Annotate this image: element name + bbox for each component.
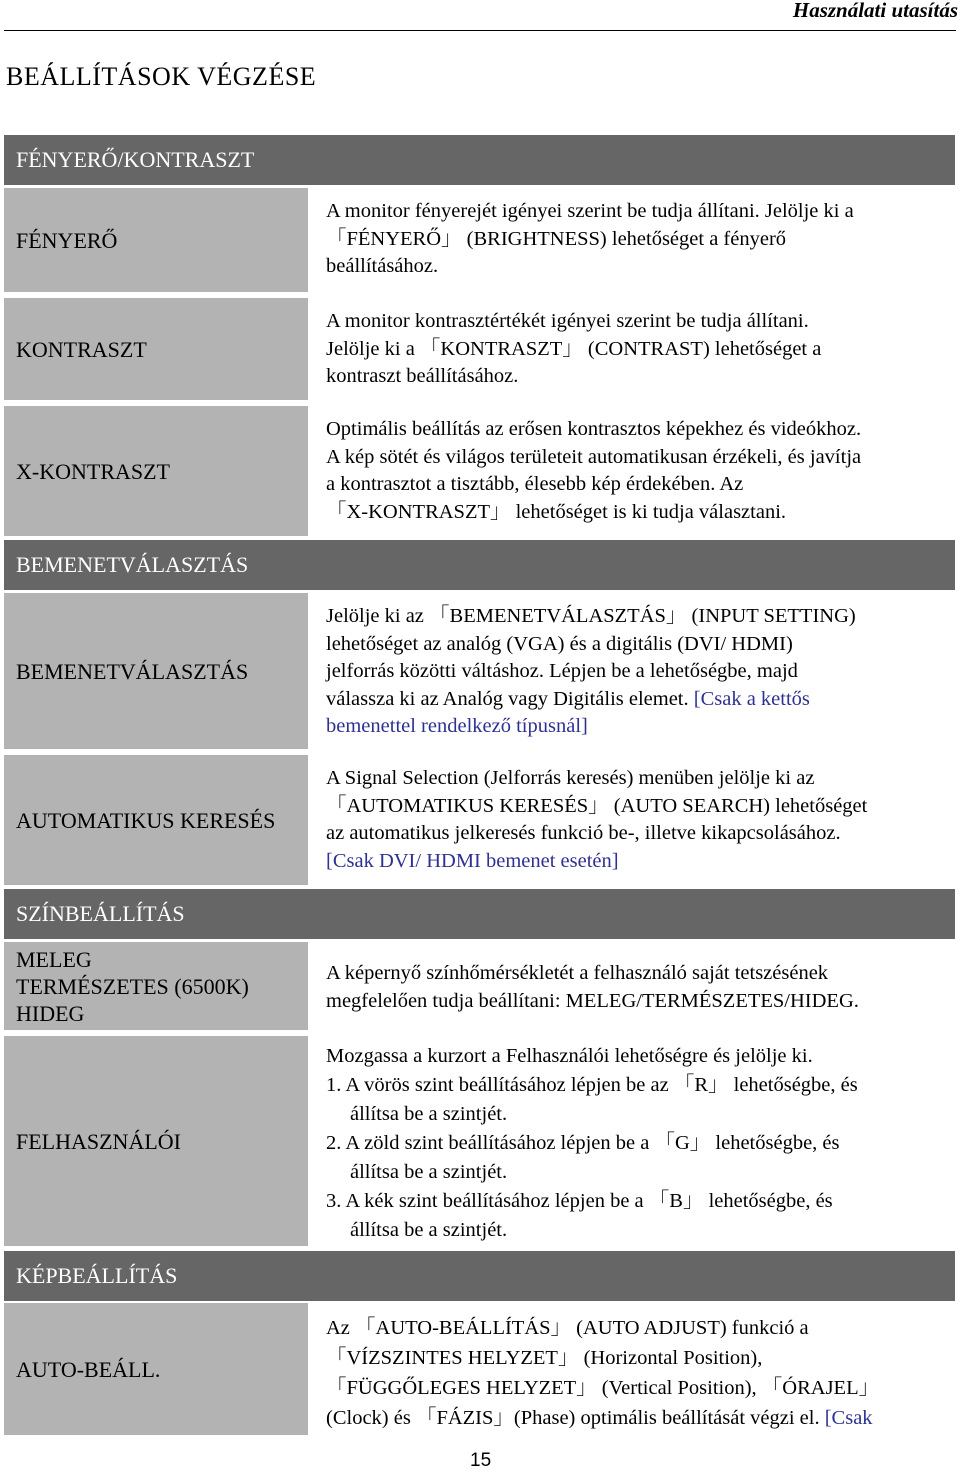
desc-line: Optimális beállítás az erősen kontrasztos képekhez és videókhoz.: [326, 418, 862, 440]
row-label-auto-adjust: AUTO-BEÁLL.: [4, 1303, 308, 1435]
preset-warm-label: MELEG: [16, 946, 92, 972]
section-header-image: KÉPBEÁLLÍTÁS: [4, 1251, 955, 1301]
desc-line: 1. A vörös szint beállításához lépjen be az 「R」 lehetőségbe, és: [326, 1074, 858, 1096]
row-desc-input-select: [316, 603, 955, 741]
desc-line: állítsa be a szintjét.: [350, 1219, 508, 1241]
desc-line: A kép sötét és világos területeit automatikusan érzékeli, és javítja: [326, 445, 862, 468]
desc-line: állítsa be a szintjét.: [350, 1103, 508, 1125]
desc-line: a kontrasztot a tisztább, élesebb kép érdekében. Az: [326, 473, 744, 495]
desc-line: 3. A kék szint beállításához lépjen be a 「B」 lehetőségbe, és: [326, 1190, 833, 1212]
desc-line: lehetőséget az analóg (VGA) és a digitális (DVI/ HDMI): [326, 632, 793, 655]
desc-line: jelforrás közötti váltáshoz. Lépjen be a lehetőségbe, majd: [326, 660, 798, 682]
row-desc-color-presets: [316, 960, 955, 1015]
desc-line: Mozgassa a kurzort a Felhasználói lehetőségre és jelölje ki.: [326, 1045, 813, 1067]
model-note: [Csak: [824, 1407, 873, 1429]
desc-line: A Signal Selection (Jelforrás keresés) menüben jelölje ki az: [326, 767, 815, 789]
desc-line: [326, 1403, 947, 1433]
header-divider: [4, 30, 956, 31]
desc-line: 「AUTOMATIKUS KERESÉS」 (AUTO SEARCH) lehetőséget: [326, 794, 868, 817]
row-label-brightness: FÉNYERŐ: [4, 188, 308, 292]
desc-line: Az 「AUTO-BEÁLLÍTÁS」 (AUTO ADJUST) funkció a: [326, 1317, 809, 1339]
desc-line: 「FÉNYERŐ」 (BRIGHTNESS) lehetőséget a fényerő: [326, 227, 787, 250]
model-note: [Csak DVI/ HDMI bemenet esetén]: [326, 849, 619, 872]
desc-line: beállításához.: [326, 255, 439, 277]
row-label-input-select: BEMENETVÁLASZTÁS: [4, 593, 308, 749]
desc-line: állítsa be a szintjét.: [350, 1161, 508, 1183]
section-header-brightness-contrast: FÉNYERŐ/KONTRASZT: [4, 135, 955, 185]
row-desc-x-contrast: [316, 416, 955, 526]
desc-text: válassza ki az Analóg vagy Digitális elemet.: [326, 687, 689, 710]
row-desc-auto-adjust: [316, 1313, 955, 1433]
row-label-user: FELHASZNÁLÓI: [4, 1036, 308, 1246]
row-desc-auto-search: [316, 765, 955, 875]
desc-line: 「FÜGGŐLEGES HELYZET」 (Vertical Position), 「ÓRAJEL」: [326, 1377, 880, 1399]
page-number: 15: [470, 1450, 492, 1471]
model-note: bemenettel rendelkező típusnál]: [326, 715, 588, 737]
desc-line: [326, 686, 947, 714]
section-header-color: SZÍNBEÁLLÍTÁS: [4, 889, 955, 939]
section-header-input: BEMENETVÁLASZTÁS: [4, 540, 955, 590]
desc-line: A monitor fényerejét igényei szerint be tudja állítani. Jelölje ki a: [326, 200, 854, 222]
row-desc-contrast: [316, 308, 955, 391]
desc-line: 「X-KONTRASZT」 lehetőséget is ki tudja választani.: [326, 500, 787, 523]
header-title: Használati utasítás: [792, 0, 958, 22]
desc-line: kontraszt beállításához.: [326, 365, 519, 387]
desc-line: A képernyő színhőmérsékletét a felhasználó saját tetszésének: [326, 962, 829, 984]
preset-natural-label: TERMÉSZETES (6500K): [16, 973, 249, 999]
desc-line: A monitor kontrasztértékét igényei szerint be tudja állítani.: [326, 310, 809, 332]
row-label-auto-search: AUTOMATIKUS KERESÉS: [4, 755, 308, 885]
desc-text: (Clock) és 「FÁZIS」(Phase) optimális beállítását végzi el.: [326, 1407, 820, 1429]
row-label-color-presets: [4, 942, 308, 1030]
desc-line: Jelölje ki a 「KONTRASZT」 (CONTRAST) lehetőséget a: [326, 337, 822, 360]
desc-line: 2. A zöld szint beállításához lépjen be a 「G」 lehetőségbe, és: [326, 1132, 840, 1154]
row-label-contrast: KONTRASZT: [4, 298, 308, 400]
row-label-x-contrast: X-KONTRASZT: [4, 406, 308, 536]
row-desc-user: [316, 1042, 955, 1245]
row-desc-brightness: [316, 198, 955, 281]
page-title: BEÁLLÍTÁSOK VÉGZÉSE: [6, 62, 317, 91]
desc-line: megfelelően tudja beállítani: MELEG/TERMÉSZETES/HIDEG.: [326, 989, 859, 1012]
desc-line: 「VÍZSZINTES HELYZET」 (Horizontal Position),: [326, 1347, 763, 1369]
desc-line: Jelölje ki az 「BEMENETVÁLASZTÁS」 (INPUT SETTING): [326, 605, 856, 627]
preset-cool-label: HIDEG: [16, 1000, 85, 1026]
model-note: [Csak a kettős: [693, 687, 810, 710]
desc-line: az automatikus jelkeresés funkció be-, illetve kikapcsolásához.: [326, 822, 841, 844]
